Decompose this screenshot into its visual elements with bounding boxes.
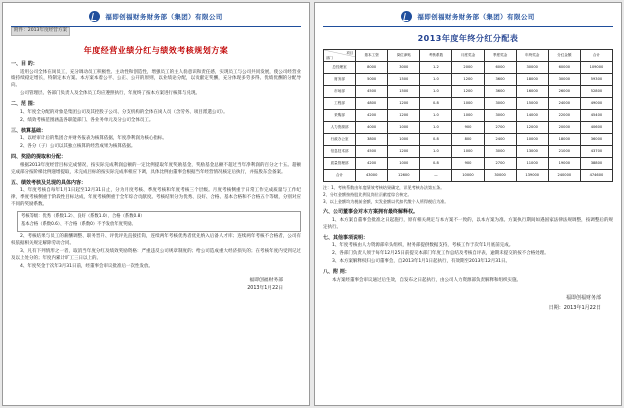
column-header: 基本工资 (356, 50, 388, 62)
cell: 36000 (580, 134, 612, 146)
cell: 45400 (580, 110, 612, 122)
cell: 2400 (484, 134, 516, 146)
left-page-title: 年度经营业绩分红与绩效考核规划方案 (83, 46, 229, 55)
cell: 11000 (516, 158, 548, 170)
cell: 3000 (388, 62, 420, 74)
cell: 4500 (356, 146, 388, 158)
cell: 109000 (580, 62, 612, 74)
section-basis (11, 128, 301, 151)
cell: 24000 (548, 98, 580, 110)
row-label: 合计 (324, 170, 356, 182)
signature-date: 日期：2013年1月22日 (548, 304, 601, 311)
cell: 1.0 (420, 146, 452, 158)
section-paragraph: 1、年度考核自每年1月1日起至12月31日止，分为月度考核、季度考核和年度考核三个层级。月度考核侧重于日常工作完成质量与工作纪律，季度考核侧重于阶段性目标达成，年度考核侧重于全年综合贡献度。考核结果分为优秀、良好、合格、基本合格和不合格五个等级，分别对应不同的奖励系数。 (11, 188, 301, 208)
cell: 8000 (356, 62, 388, 74)
row-label: 工程部 (324, 98, 356, 110)
grade-note: 考核等级：优秀（系数1.2）、良好（系数1.0）、合格（系数0.8） (21, 214, 145, 220)
cell: 59300 (580, 74, 612, 86)
column-header: 年终奖金 (516, 50, 548, 62)
right-page (314, 2, 622, 406)
section-bonus-pool (11, 154, 301, 176)
section-paragraph: 4、年度奖金于次年3月31日前，经董事会审议批准后一次性发放。 (20, 263, 153, 269)
row-label: 质量管理部 (324, 158, 356, 170)
row-label: 采购部 (324, 110, 356, 122)
table-notes (323, 185, 613, 205)
cell: 139000 (516, 170, 548, 182)
cell: 1500 (388, 74, 420, 86)
cell: 4200 (356, 110, 388, 122)
table-header-row (324, 50, 613, 62)
section-heading: 八、附 则： (323, 269, 350, 276)
section-paragraph: 2、考核结果与员工的薪酬调整、职务晋升、评优评先直接挂钩，连续两年考核优秀者优先纳入后备人才库；连续两年考核不合格者，公司有权依据相关规定解除劳动合同。 (11, 233, 301, 246)
column-header: 分红金额 (548, 50, 580, 62)
table-row (324, 110, 613, 122)
section-paragraph: 3、凡有下列情形之一者，取消当年度分红及绩效奖励资格：严重违反公司规章制度的；给公司造成重大经济损失的；在考核年度内受到记过及以上处分的；年度内累计旷工三日以上的。 (11, 248, 301, 261)
row-label: 市场部 (324, 86, 356, 98)
cell: 12600 (388, 170, 420, 182)
left-page (2, 2, 310, 406)
section-paragraph: 2、各分（子）公司以其独立核算的经营成果为核算依据。 (20, 144, 136, 150)
cell: 43700 (580, 146, 612, 158)
cell: 3600 (484, 74, 516, 86)
table-row (324, 86, 613, 98)
cell: 4200 (356, 158, 388, 170)
cell: 4500 (356, 86, 388, 98)
table-body (324, 62, 613, 182)
cell: 20000 (548, 122, 580, 134)
row-label: 行政办公室 (324, 134, 356, 146)
row-label: 人力资源部 (324, 122, 356, 134)
table-row (324, 134, 613, 146)
section-heading: 二、范 围： (11, 101, 38, 108)
cell: 2700 (484, 158, 516, 170)
cell: 3000 (484, 98, 516, 110)
cell: 49000 (580, 98, 612, 110)
cell: 26000 (548, 86, 580, 98)
cell: 1000 (452, 98, 484, 110)
cell: 10000 (516, 134, 548, 146)
cell: 13000 (516, 146, 548, 158)
cell: 18000 (548, 134, 580, 146)
right-page-title: 2013年度年终分红分配表 (417, 34, 519, 43)
section-paragraph: 1、以经审计后的集团合并财务报表为核算依据，年度净利润为核心指标。 (20, 136, 167, 142)
cell: 6000 (484, 62, 516, 74)
cell: 0.8 (420, 158, 452, 170)
table-row (324, 98, 613, 110)
cell: 43000 (356, 170, 388, 182)
cell: 18000 (516, 74, 548, 86)
section-paragraph: 3、本方案解释权归公司董事会，自2013年1月1日起执行，有效期至2013年12月31日。 (332, 259, 510, 265)
cell: 1200 (388, 146, 420, 158)
section-interpretation (323, 209, 613, 231)
cell: 16000 (516, 86, 548, 98)
section-supplementary (323, 269, 613, 284)
right-page-signature (323, 293, 613, 313)
cell: 1.0 (420, 74, 452, 86)
cell: 38800 (580, 158, 612, 170)
section-heading: 五、绩效考核及兑现的具体内容： (11, 179, 87, 186)
cell: 3000 (484, 146, 516, 158)
left-page-header (11, 9, 301, 27)
table-row (324, 62, 613, 74)
table-note: 2、分红金额按持股比例及岗位贡献度综合核定。 (323, 192, 412, 198)
section-paragraph: 适用公司全体在岗员工，充分调动员工积极性、主动性和创造性，增强员工的主人翁意识和责任感，实现员工与公司共同发展，使公司经营业绩持续稳定增长，特制定本方案。本方案本着公平、公正、公开的原则，以业绩论分配，以贡献定奖酬，充分体现多劳多得、优绩优酬的分配导向。 (11, 69, 301, 89)
cell: 1000 (452, 146, 484, 158)
cell: 0.8 (420, 134, 452, 146)
cell: 52800 (580, 86, 612, 98)
attachment-tag: 附件：2013年度经营方案 (11, 27, 70, 36)
cell: 1200 (388, 110, 420, 122)
cell: 2000 (452, 62, 484, 74)
cell: 3000 (484, 110, 516, 122)
cell: 4800 (356, 98, 388, 110)
cell: — (420, 170, 452, 182)
section-appraisal (11, 180, 301, 271)
table-note: 3、以上金额均为税前金额，实发金额以代扣代缴个人所得税后为准。 (323, 199, 449, 205)
section-paragraph: 根据2013年度经营目标完成情况，按实际完成利润总额的一定比例提取年度奖励基金，奖励基金总额不超过当年净利润的百分之十五。超额完成部分按阶梯比例递增提取，未完成目标的按实际完成率相应下调，具体比例由董事会根据当年经营情况核定后执行，并报股东会备案。 (11, 162, 301, 175)
cell: 14000 (516, 110, 548, 122)
cell: 10000 (452, 170, 484, 182)
allocation-table (323, 49, 613, 182)
table-row (324, 122, 613, 134)
cell: 4000 (356, 122, 388, 134)
appraisal-grade-box (17, 211, 301, 232)
section-heading: 七、其他事项说明： (323, 234, 369, 241)
column-header: 月度奖金 (452, 50, 484, 62)
cell: 21000 (548, 146, 580, 158)
section-purpose (11, 61, 301, 98)
cell: 1.0 (420, 86, 452, 98)
company-name: 福即创福财务财务部（集团）有限公司 (105, 13, 223, 21)
corner-label-bottom: 部门 (326, 55, 333, 60)
row-label: 信息技术部 (324, 146, 356, 158)
row-label: 总经理室 (324, 62, 356, 74)
cell: 3800 (356, 134, 388, 146)
column-header: 考核系数 (420, 50, 452, 62)
cell: 1200 (452, 86, 484, 98)
cell: 1.2 (420, 62, 452, 74)
section-paragraph: 公司管理层、各部门负责人及全体员工均应遵照执行，年度终了按本方案进行核算与兑现。 (20, 91, 200, 97)
cell: 240000 (548, 170, 580, 182)
table-row (324, 146, 613, 158)
cell: 1000 (388, 122, 420, 134)
signature-org: 福即创福财务部 (565, 294, 601, 301)
section-paragraph: 2、绩效考核范围涵盖各职能部门、各业务单元及分公司全体员工。 (20, 117, 154, 123)
cell: 1.0 (420, 122, 452, 134)
section-scope (11, 101, 301, 124)
company-logo-icon (89, 11, 100, 22)
company-name: 福即创福财务财务部（集团）有限公司 (417, 13, 535, 21)
cell: 1000 (388, 134, 420, 146)
cell: 1.0 (420, 110, 452, 122)
cell: 1000 (452, 110, 484, 122)
table-note: 注：1、考核系数由年度绩效考核结果确定，详见考核办法第五条。 (323, 185, 445, 190)
section-paragraph: 本方案经董事会审议通过后生效，自发布之日起执行，由公司人力资源部负责解释和组织实施。 (332, 277, 521, 283)
cell: 12000 (516, 122, 548, 134)
row-label: 财务部 (324, 74, 356, 86)
cell: 30000 (516, 62, 548, 74)
cell: 1200 (388, 98, 420, 110)
signature-org: 福即创福财务部 (249, 277, 283, 283)
corner-label-top: 项目 (346, 51, 354, 55)
cell: 800 (452, 134, 484, 146)
cell: 0.8 (420, 98, 452, 110)
cell: 474600 (580, 170, 612, 182)
grade-note: 基本合格（系数0.6）、不合格（系数0）不予发放年度奖励。 (21, 221, 136, 227)
section-heading: 四、奖励的提取和分配： (11, 154, 67, 161)
company-logo-icon (401, 11, 412, 22)
column-header: 岗位津贴 (388, 50, 420, 62)
section-paragraph: 1、年度考核由人力资源部牵头组织，财务部提供数据支持，考核工作于次年1月底前完成。 (332, 243, 514, 249)
cell: 900 (452, 158, 484, 170)
cell: 60000 (548, 62, 580, 74)
cell: 5000 (356, 74, 388, 86)
cell: 3600 (484, 86, 516, 98)
signature-date: 2013年1月22日 (247, 286, 283, 292)
section-paragraph: 1、本方案自董事会批准之日起施行，原有相关规定与本方案不一致的，以本方案为准。方案执行期间如遇国家法律法规调整，按调整后的规定执行。 (323, 217, 613, 230)
section-paragraph: 1、年度全分配的对象是集团公司及其控股子公司、分支机构的全体在岗人员（含劳务、项目派遣公司）。 (20, 109, 228, 115)
cell: 900 (452, 122, 484, 134)
table-total-row (324, 170, 613, 182)
cell: 15000 (516, 98, 548, 110)
cell: 40600 (580, 122, 612, 134)
table-row (324, 74, 613, 86)
table-row (324, 158, 613, 170)
section-other-matters (323, 235, 613, 266)
cell: 22000 (548, 110, 580, 122)
section-heading: 一、目 的： (11, 61, 38, 67)
section-heading: 六、公司董事会对本方案拥有最终解释权。 (323, 209, 419, 216)
cell: 1000 (388, 158, 420, 170)
cell: 2700 (484, 122, 516, 134)
section-heading: 三、核算基础： (11, 127, 47, 134)
cell: 1200 (452, 74, 484, 86)
cell: 30000 (484, 170, 516, 182)
cell: 19000 (548, 158, 580, 170)
cell: 30000 (548, 74, 580, 86)
left-page-signature (11, 277, 301, 294)
right-page-header (323, 9, 613, 27)
cell: 1500 (388, 86, 420, 98)
column-header: 季度奖金 (484, 50, 516, 62)
table-corner-cell (324, 50, 356, 62)
column-header: 合计 (580, 50, 612, 62)
section-paragraph: 2、各部门负责人须于每年12月25日前提交本部门年度工作总结及考核自评表，逾期未提交的按不合格处理。 (332, 251, 549, 257)
